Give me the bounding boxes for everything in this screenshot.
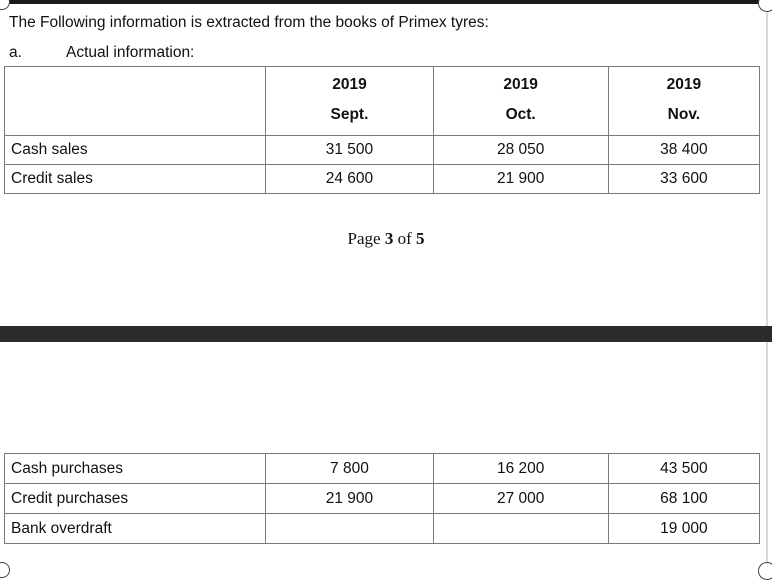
row-label: Cash sales — [5, 136, 266, 165]
purchases-table — [4, 453, 760, 544]
header-year: 2019 — [503, 76, 538, 93]
item-title: Actual information: — [66, 44, 195, 61]
cell-value: 31 500 — [266, 136, 433, 165]
intro-text: The Following information is extracted from the books of Primex tyres: — [9, 14, 489, 31]
header-year: 2019 — [332, 76, 367, 93]
header-month: Oct. — [505, 106, 536, 123]
cell-value: 38 400 — [608, 136, 759, 165]
cell-value: 24 600 — [266, 165, 433, 194]
top-border — [0, 0, 772, 4]
header-cell-nov — [608, 67, 759, 136]
page-middle: of — [393, 229, 416, 248]
header-year: 2019 — [666, 76, 702, 93]
item-letter: a. — [9, 44, 22, 61]
header-month: Nov. — [667, 106, 701, 123]
crop-handle-top-left[interactable] — [0, 0, 10, 10]
header-cell-sept — [266, 67, 433, 136]
row-label: Credit purchases — [5, 484, 266, 514]
crop-handle-bottom-right[interactable] — [758, 562, 772, 580]
cell-value — [433, 514, 608, 544]
cell-value: 21 900 — [266, 484, 433, 514]
cell-value: 28 050 — [433, 136, 608, 165]
table-row-credit-purchases — [5, 484, 760, 514]
row-label: Cash purchases — [5, 454, 266, 484]
cell-value — [266, 514, 433, 544]
row-label: Credit sales — [5, 165, 266, 194]
page-prefix: Page — [347, 229, 385, 248]
page-total: 5 — [415, 229, 425, 248]
page-indicator — [0, 229, 772, 249]
table-row-cash-purchases — [5, 454, 760, 484]
cell-value: 19 000 — [608, 514, 759, 544]
row-label: Bank overdraft — [5, 514, 266, 544]
cell-value: 16 200 — [433, 454, 608, 484]
table-row-bank-overdraft — [5, 514, 760, 544]
actual-information-table — [4, 66, 760, 194]
header-empty-cell — [5, 67, 266, 136]
header-month: Sept. — [330, 106, 369, 123]
page-current: 3 — [384, 229, 394, 248]
table-row-credit-sales — [5, 165, 760, 194]
cell-value: 21 900 — [433, 165, 608, 194]
page-edge — [766, 0, 768, 570]
cell-value: 27 000 — [433, 484, 608, 514]
table-header-row — [5, 67, 760, 136]
table-row-cash-sales — [5, 136, 760, 165]
cell-value: 7 800 — [266, 454, 433, 484]
cell-value: 33 600 — [608, 165, 759, 194]
crop-handle-bottom-left[interactable] — [0, 562, 10, 578]
page-separator-band — [0, 326, 772, 342]
crop-handle-top-right[interactable] — [758, 0, 772, 12]
header-cell-oct — [433, 67, 608, 136]
cell-value: 43 500 — [608, 454, 759, 484]
cell-value: 68 100 — [608, 484, 759, 514]
